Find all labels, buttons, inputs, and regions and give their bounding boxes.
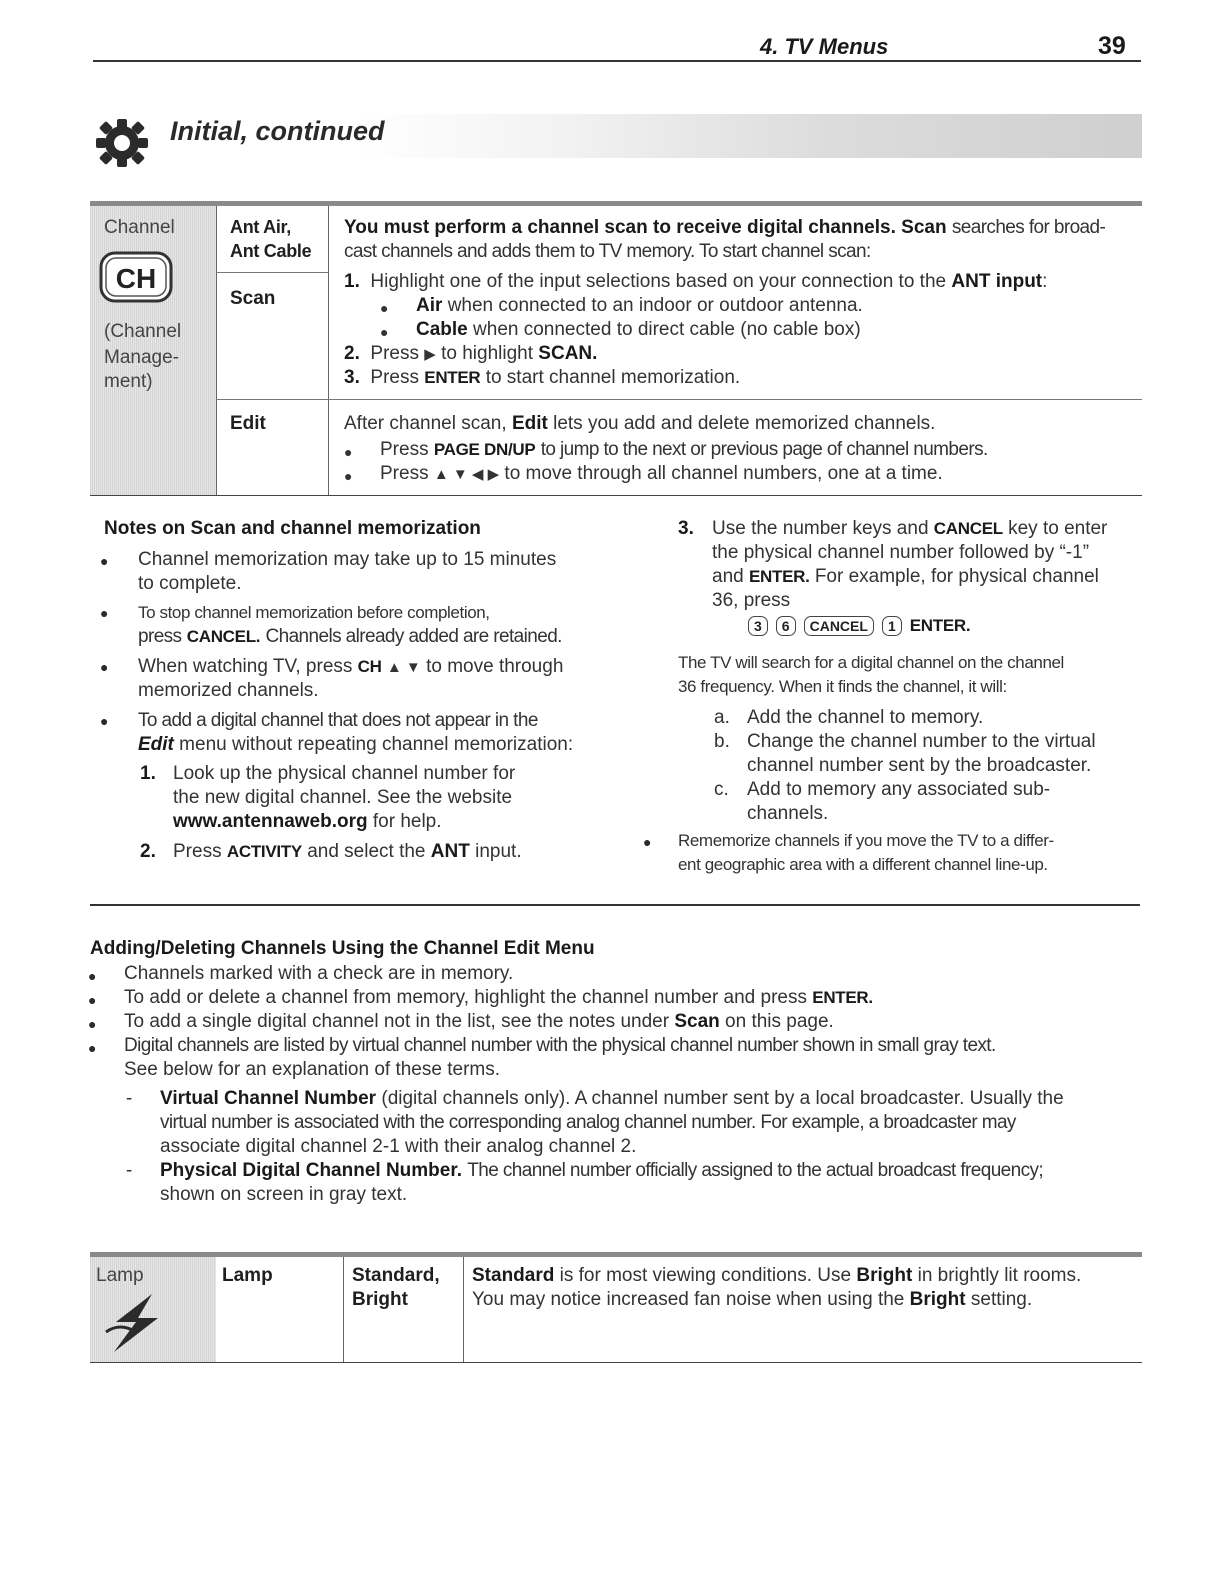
virtual-def-line-1: Virtual Channel Number (digital channels only). A channel number sent by a local broadcaster. Usually the: [160, 1088, 1064, 1109]
ant-desc-line-1: You must perform a channel scan to receive digital channels. Scan searches for broad-: [344, 217, 1106, 238]
edit-desc: After channel scan, Edit lets you add and delete memorized channels.: [344, 413, 936, 434]
row-divider-edit: [216, 399, 1142, 400]
table-bottom-rule: [90, 495, 1142, 496]
ch-icon-text: CH: [115, 263, 157, 294]
scan-cable-item: ● Cable when connected to direct cable (no cable box): [380, 319, 861, 340]
scan-step-3: 3. Press ENTER to start channel memorization.: [344, 367, 741, 388]
item-b-text-2: channel number sent by the broadcaster.: [747, 755, 1092, 776]
arrow-keys-icon: ▲ ▼ ◀ ▶: [433, 466, 500, 483]
adding-bullet-1: Channels marked with a check are in memory.: [124, 963, 514, 984]
item-c-text-1: Add to memory any associated sub-: [747, 779, 1051, 800]
adding-bullet-2: To add or delete a channel from memory, highlight the channel number and press ENTER.: [124, 987, 873, 1008]
edit-bullet-1: ● Press PAGE DN/UP to jump to the next or previous page of channel numbers.: [344, 439, 988, 460]
dash-2: -: [126, 1160, 133, 1181]
website-link: www.antennaweb.org: [173, 811, 368, 832]
ant-desc-line-2: cast channels and adds them to TV memory. To start channel scan:: [344, 241, 871, 262]
scan-air-item: ● Air when connected to an indoor or outdoor antenna.: [380, 295, 863, 316]
key-1: 1: [882, 616, 902, 636]
lamp-table-bottom-rule: [90, 1362, 1142, 1363]
note-2-line-2: press CANCEL. Channels already added are retained.: [138, 626, 562, 647]
ch-button-icon: [98, 250, 176, 306]
key-enter: ENTER.: [909, 616, 971, 635]
item-c-text-2: channels.: [747, 803, 829, 824]
lamp-divider-2: [463, 1257, 464, 1363]
banner-title: Initial, continued: [170, 116, 385, 146]
scan-step-2: 2. Press ▶ to highlight SCAN.: [344, 343, 598, 364]
section-header: 4. TV Menus: [760, 34, 889, 59]
item-b-label: b.: [714, 731, 730, 752]
step-3-line-4: 36, press: [712, 590, 791, 611]
item-a-label: a.: [714, 707, 730, 728]
substep-1-line-2: the new digital channel. See the website: [173, 787, 513, 808]
substep-1-num: 1.: [140, 763, 156, 784]
lamp-divider-1: [343, 1257, 344, 1363]
channel-side-label: Channel: [104, 217, 175, 238]
lightning-icon: [96, 1292, 176, 1354]
item-a-text: Add the channel to memory.: [747, 707, 984, 728]
substep-1-line-1: Look up the physical channel number for: [173, 763, 516, 784]
channel-side-sub-1: (Channel: [104, 321, 182, 342]
substep-2-num: 2.: [140, 841, 156, 862]
rememorize-line-2: ent geographic area with a different channel line-up.: [678, 855, 1048, 874]
adding-bullet-3: To add a single digital channel not in the list, see the notes under Scan on this page.: [124, 1011, 834, 1032]
note-1-line-1: Channel memorization may take up to 15 minutes: [138, 549, 557, 570]
lamp-side-label: Lamp: [96, 1265, 144, 1286]
dash-1: -: [126, 1088, 133, 1109]
note-4-line-1: To add a digital channel that does not appear in the: [138, 710, 538, 731]
item-b-text-1: Change the channel number to the virtual: [747, 731, 1096, 752]
key-3: 3: [748, 616, 768, 636]
search-para-1: The TV will search for a digital channel on the channel: [678, 653, 1064, 672]
lamp-option-bright: Bright: [352, 1289, 408, 1310]
adding-bullet-4-line-1: Digital channels are listed by virtual channel number with the physical channel number shown in small gray text.: [124, 1035, 996, 1056]
lamp-option-standard: Standard,: [352, 1265, 440, 1286]
up-down-arrow-icon: ▲ ▼: [386, 659, 421, 676]
note-2-line-1: To stop channel memorization before completion,: [138, 603, 490, 622]
adding-bullet-4-line-2: See below for an explanation of these terms.: [124, 1059, 501, 1080]
scan-step-1: 1. Highlight one of the input selections based on your connection to the ANT input:: [344, 271, 1048, 292]
channel-side-sub-3: ment): [104, 371, 153, 392]
search-para-2: 36 frequency. When it finds the channel, it will:: [678, 677, 1007, 696]
note-1-line-2: to complete.: [138, 573, 242, 594]
key-cancel: CANCEL: [804, 616, 874, 636]
setting-edit: Edit: [230, 413, 266, 434]
table-top-rule: [90, 201, 1142, 206]
step-3-line-2: the physical channel number followed by “-1”: [712, 542, 1090, 563]
step-3-line-3: and ENTER. For example, for physical channel: [712, 566, 1099, 587]
table-divider-left: [216, 206, 217, 495]
note-4-line-2: Edit menu without repeating channel memorization:: [138, 734, 574, 755]
virtual-def-line-3: associate digital channel 2-1 with their analog channel 2.: [160, 1136, 637, 1157]
row-divider-ant: [216, 272, 328, 273]
key-sequence: [748, 616, 970, 636]
header-rule: [93, 60, 1141, 62]
lamp-desc-line-1: Standard is for most viewing conditions. Use Bright in brightly lit rooms.: [472, 1265, 1082, 1286]
notes-heading: Notes on Scan and channel memorization: [104, 518, 481, 539]
physical-def-line-2: shown on screen in gray text.: [160, 1184, 408, 1205]
substep-2-text: Press ACTIVITY and select the ANT input.: [173, 841, 522, 862]
section-rule: [90, 904, 1140, 906]
note-3-line-1: When watching TV, press CH ▲ ▼ to move through: [138, 656, 564, 677]
lamp-desc-line-2: You may notice increased fan noise when using the Bright setting.: [472, 1289, 1033, 1310]
rememorize-line-1: Rememorize channels if you move the TV to a differ-: [678, 831, 1054, 850]
setting-lamp: Lamp: [222, 1265, 273, 1286]
adding-heading: Adding/Deleting Channels Using the Channel Edit Menu: [90, 938, 595, 959]
virtual-def-line-2: virtual number is associated with the corresponding analog channel number. For example, a broadcaster may: [160, 1112, 1016, 1133]
channel-side-sub-2: Manage-: [104, 347, 179, 368]
setting-scan: Scan: [230, 288, 276, 309]
lamp-table-top-rule: [90, 1252, 1142, 1257]
step-3-num: 3.: [678, 518, 694, 539]
gear-icon: [92, 115, 152, 175]
key-6: 6: [776, 616, 796, 636]
setting-ant-air: Ant Air,: [230, 217, 291, 237]
edit-bullet-2: ● Press ▲ ▼ ◀ ▶ to move through all channel numbers, one at a time.: [344, 463, 943, 484]
note-3-line-2: memorized channels.: [138, 680, 319, 701]
substep-1-line-3: www.antennaweb.org for help.: [173, 811, 442, 832]
page-number: 39: [1098, 32, 1126, 60]
step-3-line-1: Use the number keys and CANCEL key to enter: [712, 518, 1108, 539]
physical-def-line-1: Physical Digital Channel Number. The channel number officially assigned to the actual broadcast frequency;: [160, 1160, 1044, 1181]
right-arrow-icon: ▶: [424, 346, 436, 363]
table-divider-mid: [328, 206, 329, 495]
item-c-label: c.: [714, 779, 729, 800]
setting-ant-cable: Ant Cable: [230, 241, 312, 261]
